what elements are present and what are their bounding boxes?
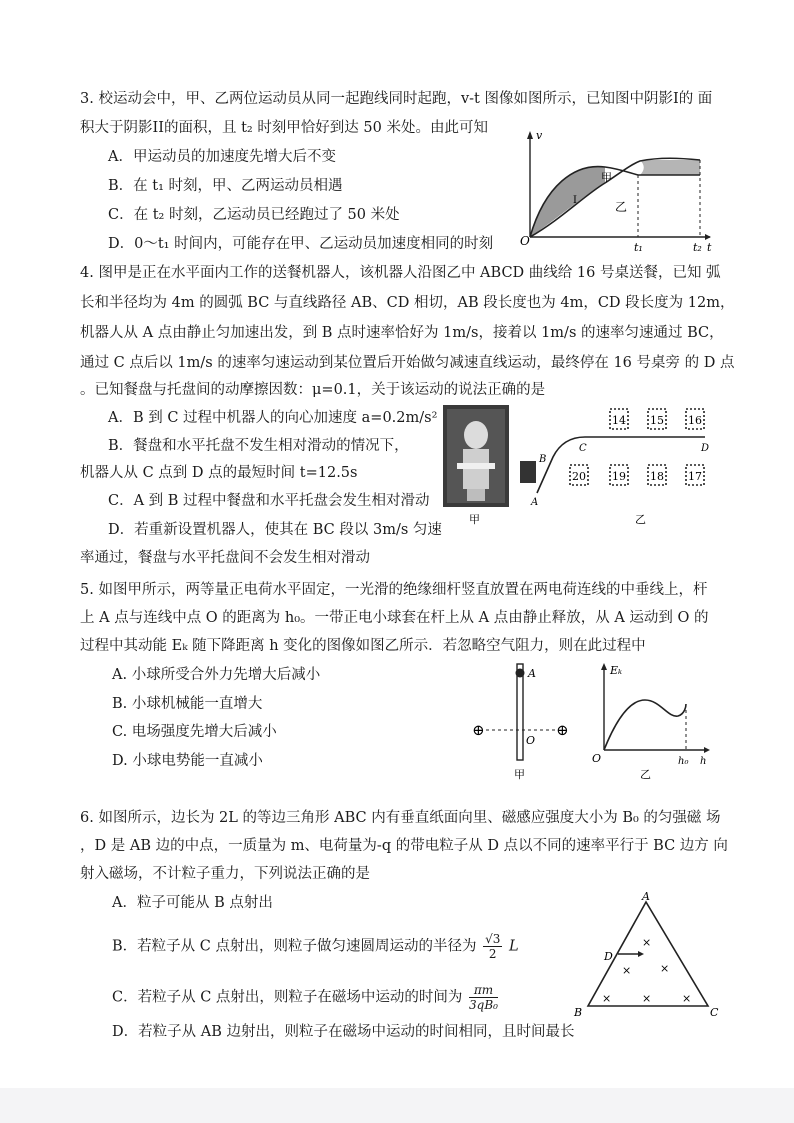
point-d: D [604, 950, 613, 963]
point-a: A [531, 497, 539, 508]
q4-stem-line-1: 4. 图甲是正在水平面内工作的送餐机器人，该机器人沿图乙中 ABCD 曲线给 16 号桌送餐，已知 弧 [80, 265, 721, 281]
q6-option-c-fraction [469, 983, 498, 1012]
q4-stem-line-2: 长和半径均为 4m 的圆弧 BC 与直线路径 AB、CD 相切，AB 段长度也为 4m，CD 段长度为 12m， [80, 295, 735, 311]
q3-stem-line-2: 积大于阴影II的面积，且 t₂ 时刻甲恰好到达 50 米处。由此可知 [80, 120, 488, 136]
table-15: 15 [650, 414, 664, 427]
jia-label: 甲 [601, 171, 612, 184]
table-19: 19 [612, 470, 626, 483]
point-d: D [701, 443, 710, 454]
q5-stem-line-2: 上 A 点与连线中点 O 的距离为 h₀。一带正电小球套在杆上从 A 点由静止释放，从 A 运动到 O 的 [80, 610, 709, 626]
vertex-a: A [642, 890, 650, 903]
point-c: C [579, 443, 587, 454]
q5-option-a: A. 小球所受合外力先增大后减小 [112, 667, 321, 683]
point-b: B [539, 454, 547, 465]
vertex-c: C [710, 1006, 719, 1019]
ek-label: Eₖ [610, 664, 623, 677]
cross: × [602, 992, 612, 1005]
q4-option-d: D．若重新设置机器人，使其在 BC 段以 3m/s 匀速 [108, 522, 442, 538]
diagram-caption: 乙 [635, 513, 646, 526]
magnetic-field-crosses [602, 936, 691, 1005]
frac-c-den: 3qB₀ [469, 998, 498, 1012]
cross: × [660, 962, 670, 975]
table-17: 17 [688, 470, 702, 483]
table-14: 14 [612, 414, 626, 427]
q3-vt-graph [505, 125, 715, 253]
ball [516, 669, 525, 678]
q5-stem-line-3: 过程中其动能 Eₖ 随下降距离 h 变化的图像如图乙所示．若忽略空气阻力，则在此过程中 [80, 638, 646, 654]
q5-ek-graph [590, 660, 715, 782]
frac-b-num: √3 [485, 932, 501, 946]
q5-stem-line-1: 5. 如图甲所示，两等量正电荷水平固定，一光滑的绝缘细杆竖直放置在两电荷连线的中垂线上，杆 [80, 582, 708, 598]
q3-option-d: D．0～t₁ 时间内，可能存在甲、乙运动员加速度相同的时刻 [108, 236, 494, 252]
q4-stem-line-4: 通过 C 点后以 1m/s 的速率匀速运动到某位置后开始做匀减速直线运动，最终停在 16 号桌旁 的 D 点 [80, 355, 735, 371]
cross: × [642, 936, 652, 949]
caption-jia: 甲 [514, 768, 525, 781]
q4-option-b: B．餐盘和水平托盘不发生相对滑动的情况下， [108, 438, 409, 454]
q6-stem-line-1: 6. 如图所示，边长为 2L 的等边三角形 ABC 内有垂直纸面向里、磁感应强度大小为 B₀ 的匀强磁 场 [80, 810, 721, 826]
q6-triangle-diagram [568, 888, 724, 1022]
frac-b-den: 2 [488, 947, 497, 961]
q4-route-diagram [515, 405, 715, 527]
q4-stem-line-3: 机器人从 A 点由静止匀加速出发，到 B 点时速率恰好为 1m/s，接着以 1m/s 的速率匀速通过 BC， [80, 325, 724, 341]
q4-stem-line-5: 。已知餐盘与托盘间的动摩擦因数：μ=0.1，关于该运动的说法正确的是 [80, 382, 546, 398]
q6-option-b-text: B．若粒子从 C 点射出，则粒子做匀速圆周运动的半径为 [112, 938, 477, 955]
caption-yi: 乙 [640, 768, 651, 781]
q5-option-b: B. 小球机械能一直增大 [112, 696, 263, 712]
q3-option-a: A．甲运动员的加速度先增大后不变 [108, 149, 336, 165]
q6-option-c-text: C．若粒子从 C 点射出，则粒子在磁场中运动的时间为 [112, 989, 463, 1006]
tables-bottom-row [570, 465, 704, 485]
q6-option-b-fraction [483, 932, 502, 961]
ek-curve [604, 700, 686, 750]
cross: × [642, 992, 652, 1005]
charge-left: ⊕ [472, 721, 485, 739]
point-a: A [528, 667, 536, 680]
shade-i-label: I [573, 195, 577, 206]
q4-option-a: A．B 到 C 过程中机器人的向心加速度 a=0.2m/s² [108, 410, 438, 426]
table-20: 20 [572, 470, 586, 483]
t1-label: t₁ [634, 241, 643, 253]
h0-label: h₀ [678, 756, 689, 767]
q5-rod-diagram [470, 660, 575, 782]
cross: × [682, 992, 692, 1005]
insulating-rod [517, 664, 523, 760]
t2-label: t₂ [693, 241, 702, 253]
t-label: t [707, 241, 712, 253]
q4-option-c: C．A 到 B 过程中餐盘和水平托盘会发生相对滑动 [108, 493, 430, 509]
q4-option-b-cont: 机器人从 C 点到 D 点的最短时间 t=12.5s [80, 465, 358, 481]
table-18: 18 [650, 470, 664, 483]
point-o: O [526, 734, 536, 747]
v-label: v [536, 129, 543, 142]
h-label: h [700, 756, 707, 767]
photo-caption: 甲 [469, 513, 480, 526]
q6-option-b [112, 932, 519, 961]
page-footer-band [0, 1088, 794, 1123]
q3-stem-line-1: 3. 校运动会中，甲、乙两位运动员从同一起跑线同时起跑，v-t 图像如图所示，已知图中阴影I的 面 [80, 91, 713, 107]
robot-head [464, 421, 488, 449]
q3-option-b: B．在 t₁ 时刻，甲、乙两运动员相遇 [108, 178, 343, 194]
yi-label: 乙 [615, 200, 628, 214]
q6-option-c [112, 983, 500, 1012]
origin-label: O [520, 234, 530, 248]
q5-option-d: D. 小球电势能一直减小 [112, 753, 263, 769]
robot-icon [520, 461, 536, 483]
tables-top-row [610, 409, 704, 429]
vertex-b: B [574, 1006, 583, 1019]
q6-option-d: D．若粒子从 AB 边射出，则粒子在磁场中运动的时间相同，且时间最长 [112, 1024, 575, 1040]
cross: × [622, 964, 632, 977]
q6-stem-line-2: ，D 是 AB 边的中点，一质量为 m、电荷量为-q 的带电粒子从 D 点以不同的速率平行于 BC 边方 向 [80, 838, 728, 854]
origin-label: O [592, 752, 602, 765]
frac-c-num: πm [469, 983, 498, 998]
q6-stem-line-3: 射入磁场，不计粒子重力，下列说法正确的是 [80, 866, 370, 882]
q4-robot-photo [443, 405, 509, 527]
q3-option-c: C．在 t₂ 时刻，乙运动员已经跑过了 50 米处 [108, 207, 400, 223]
frac-b-tail: L [508, 938, 519, 955]
charge-right: ⊕ [556, 721, 569, 739]
q5-option-c: C. 电场强度先增大后减小 [112, 724, 277, 740]
table-16: 16 [688, 414, 702, 427]
shade-region-ii [640, 160, 700, 175]
q6-option-a: A．粒子可能从 B 点射出 [112, 895, 273, 911]
q4-option-d-cont: 率通过，餐盘与水平托盘间不会发生相对滑动 [80, 550, 370, 566]
